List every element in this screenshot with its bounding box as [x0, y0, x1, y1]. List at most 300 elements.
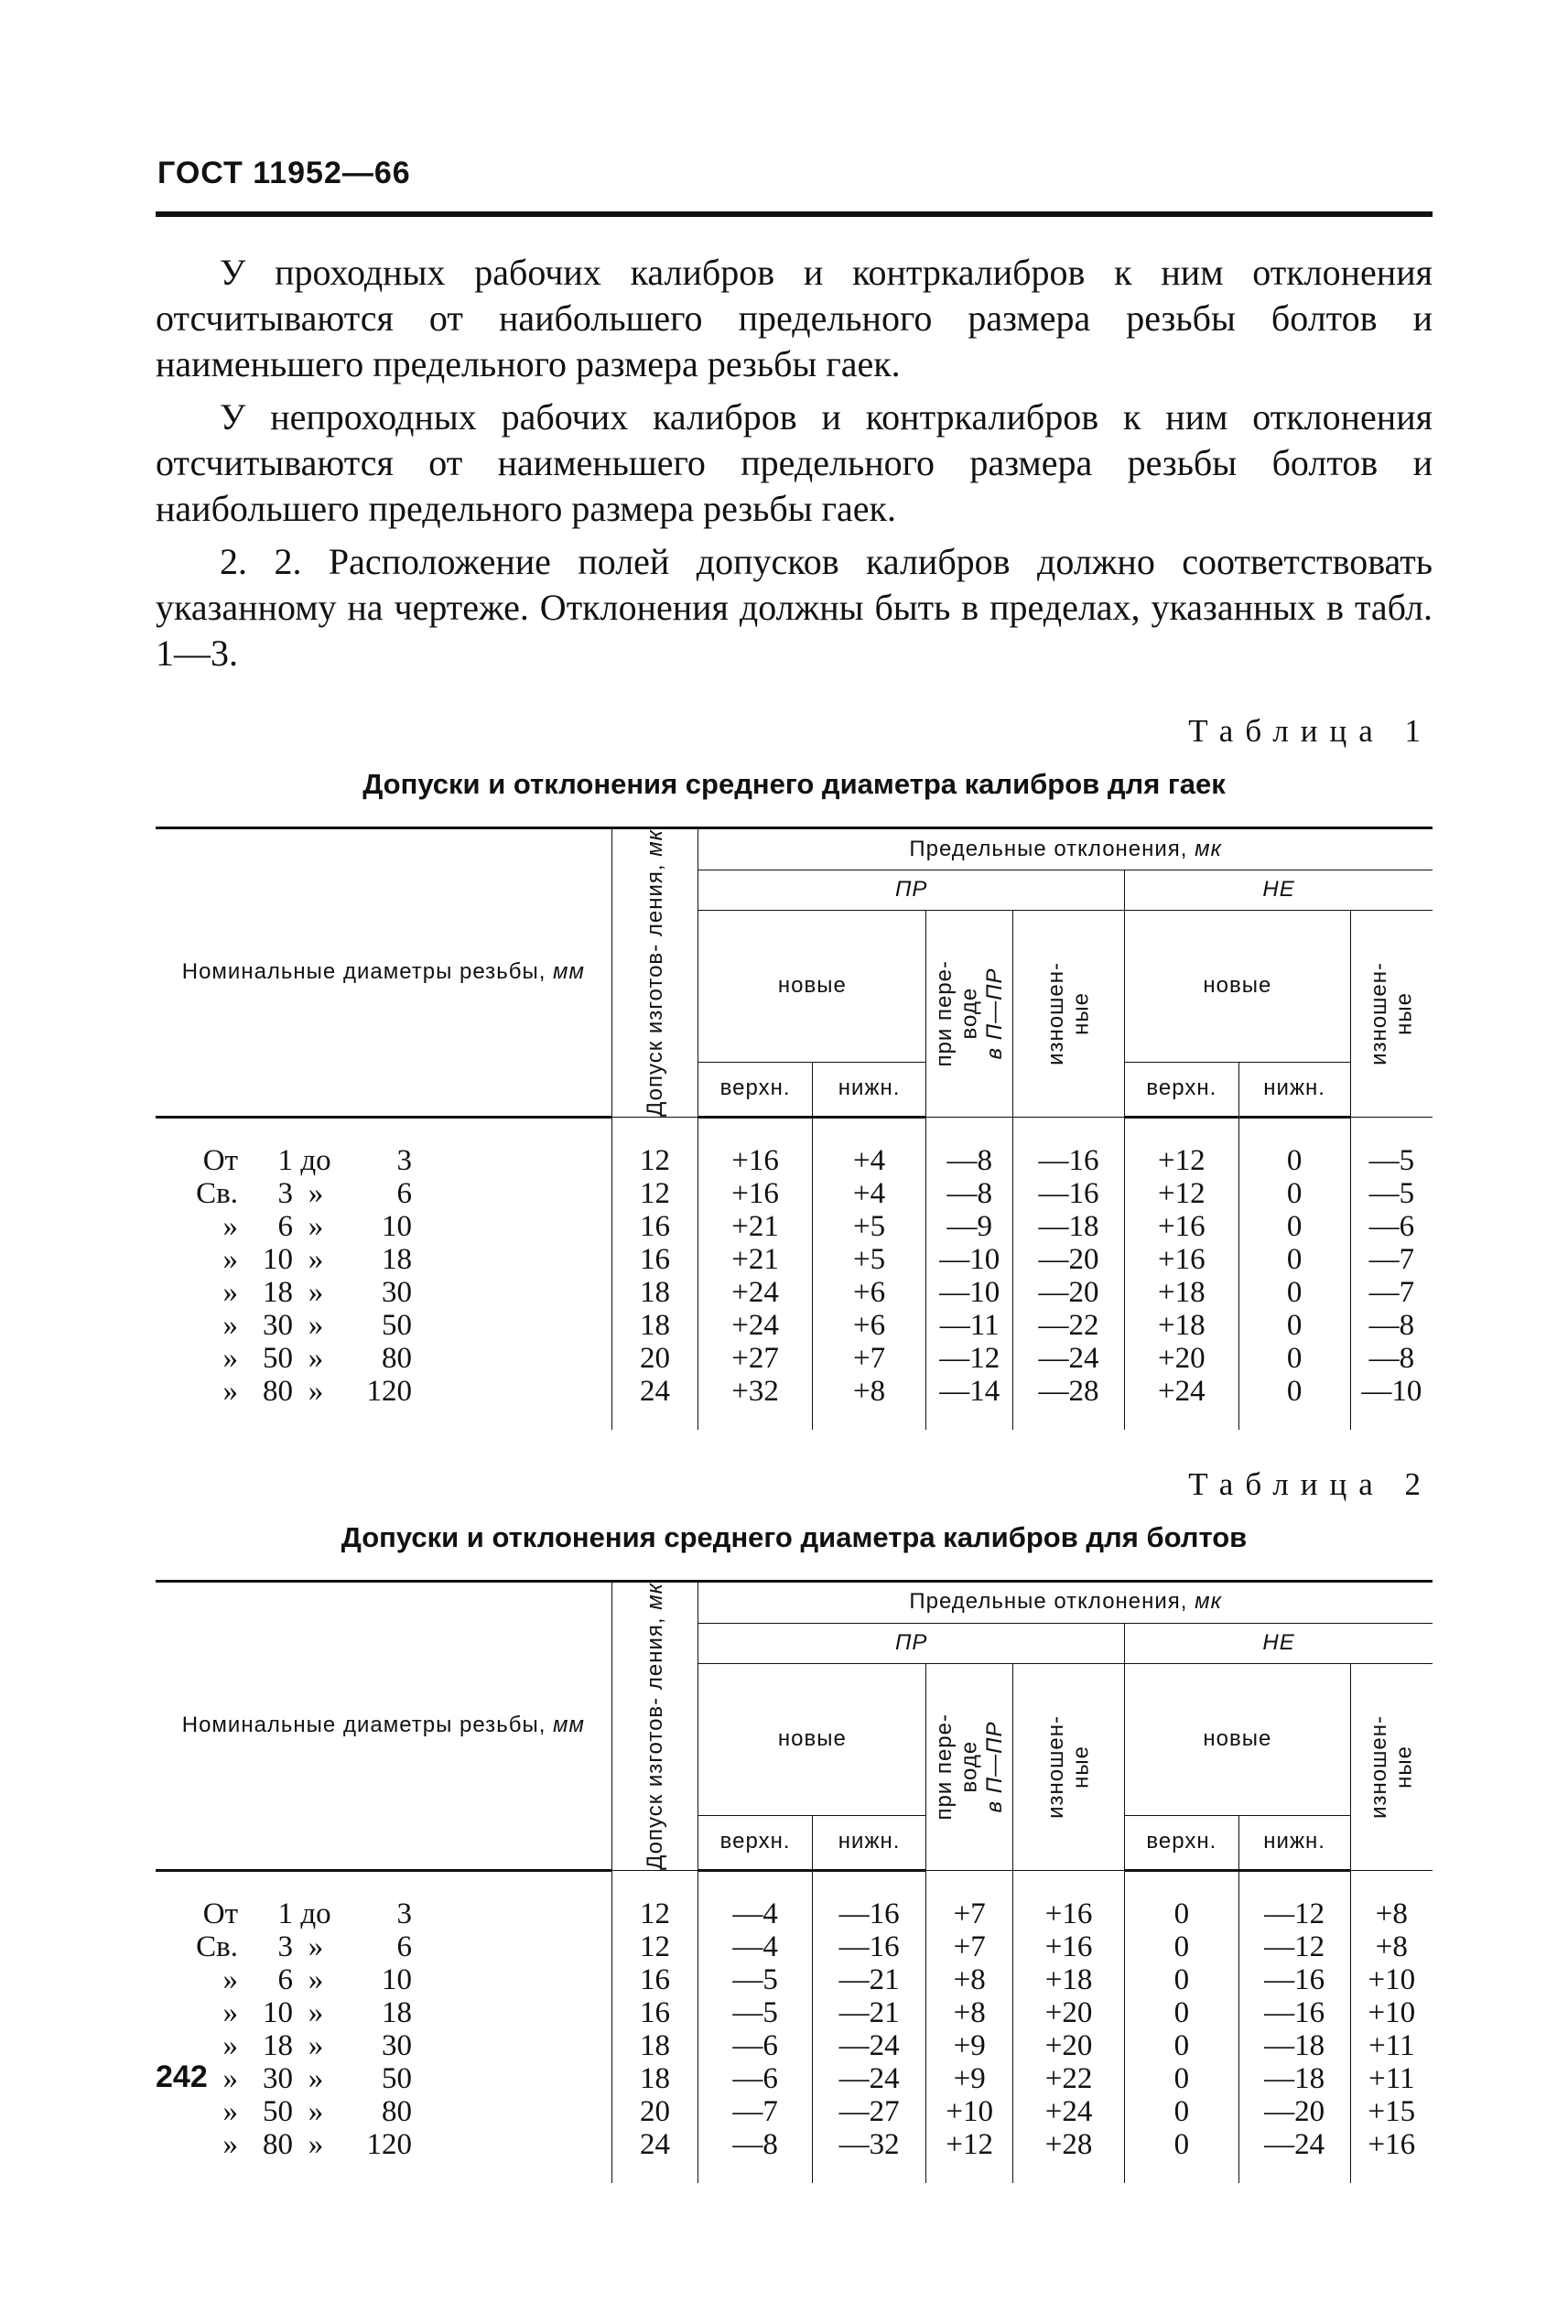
cell-ne-worn: +8 — [1350, 1897, 1433, 1930]
cell-pr-transfer: —10 — [926, 1243, 1013, 1276]
cell-nominal-range — [156, 2029, 611, 2062]
range-from: 18 — [263, 2028, 293, 2062]
range-to: 50 — [382, 2061, 412, 2095]
spacer-cell — [1350, 2161, 1433, 2183]
range-separator: » — [308, 1995, 324, 2029]
table-row — [156, 1930, 1433, 1963]
range-separator: » — [308, 2127, 324, 2161]
cell-ne-lower: —12 — [1238, 1897, 1350, 1930]
spacer-cell — [926, 2161, 1013, 2183]
spacer-cell — [1013, 1117, 1125, 1144]
cell-ne-worn: —8 — [1350, 1309, 1433, 1342]
table-row — [156, 1375, 1433, 1408]
cell-ne-lower: 0 — [1238, 1210, 1350, 1243]
cell-tolerance: 12 — [611, 1930, 698, 1963]
cell-ne-lower: —16 — [1238, 1963, 1350, 1996]
cell-ne-worn: +11 — [1350, 2062, 1433, 2095]
spacer-cell — [611, 1117, 698, 1144]
spacer-cell — [611, 2161, 698, 2183]
cell-nominal-range — [156, 1210, 611, 1243]
table-row — [156, 1897, 1433, 1930]
cell-pr-upper: +24 — [698, 1309, 813, 1342]
cell-nominal-range — [156, 2095, 611, 2128]
header-lower-pr: нижн. — [812, 1815, 926, 1870]
cell-ne-upper: 0 — [1125, 2128, 1239, 2161]
cell-ne-worn: —6 — [1350, 1210, 1433, 1243]
cell-pr-worn: +28 — [1013, 2128, 1125, 2161]
cell-nominal-range — [156, 1930, 611, 1963]
cell-pr-worn: +18 — [1013, 1963, 1125, 1996]
cell-nominal-range — [156, 1243, 611, 1276]
cell-ne-lower: —18 — [1238, 2062, 1350, 2095]
cell-pr-transfer: —9 — [926, 1210, 1013, 1243]
spacer-cell — [698, 1117, 813, 1144]
cell-ne-lower: 0 — [1238, 1276, 1350, 1309]
table-label: Таблица 1 — [1188, 713, 1433, 749]
range-to: 6 — [396, 1176, 412, 1210]
spacer-cell — [1125, 1408, 1239, 1430]
table-row — [156, 1144, 1433, 1177]
range-prefix: » — [222, 1275, 238, 1309]
cell-pr-upper: —4 — [698, 1930, 813, 1963]
cell-ne-upper: +18 — [1125, 1276, 1239, 1309]
cell-ne-lower: —12 — [1238, 1930, 1350, 1963]
cell-tolerance: 18 — [611, 2062, 698, 2095]
cell-pr-worn: +16 — [1013, 1897, 1125, 1930]
cell-ne-lower: —16 — [1238, 1996, 1350, 2029]
range-from: 3 — [277, 1929, 293, 1963]
cell-ne-lower: —24 — [1238, 2128, 1350, 2161]
cell-ne-worn: +15 — [1350, 2095, 1433, 2128]
spacer-cell — [698, 1870, 813, 1897]
cell-nominal-range — [156, 1342, 611, 1375]
cell-ne-upper: 0 — [1125, 1930, 1239, 1963]
cell-pr-lower: +4 — [812, 1177, 926, 1210]
range-prefix: Св. — [196, 1929, 238, 1963]
cell-pr-worn: +24 — [1013, 2095, 1125, 2128]
range-separator: » — [308, 1308, 324, 1342]
range-from: 30 — [263, 1308, 293, 1342]
range-separator: » — [308, 1242, 324, 1276]
cell-pr-worn: —16 — [1013, 1144, 1125, 1177]
cell-pr-upper: +32 — [698, 1375, 813, 1408]
table-row — [156, 1996, 1433, 2029]
cell-ne-upper: 0 — [1125, 1996, 1239, 2029]
header-transfer: при пере- воде в П—ПР — [926, 1663, 1013, 1870]
range-separator: до — [300, 1897, 331, 1930]
cell-pr-worn: —20 — [1013, 1276, 1125, 1309]
range-to: 6 — [396, 1929, 412, 1963]
range-prefix: » — [222, 1995, 238, 2029]
cell-ne-upper: +20 — [1125, 1342, 1239, 1375]
range-from: 6 — [277, 1962, 293, 1996]
paragraph: У проходных рабочих калибров и контркалибров к ним отклонения отсчитываются от наибольшего предельного размера резьбы болтов и наименьшего предельного размера резьбы гаек. — [156, 252, 1433, 384]
cell-pr-transfer: —8 — [926, 1144, 1013, 1177]
table-block-2 — [156, 1466, 1433, 2183]
cell-ne-upper: 0 — [1125, 1963, 1239, 1996]
spacer-cell — [1013, 2161, 1125, 2183]
cell-ne-lower: —18 — [1238, 2029, 1350, 2062]
cell-pr-upper: —6 — [698, 2062, 813, 2095]
range-prefix: » — [222, 2061, 238, 2095]
cell-ne-worn: —10 — [1350, 1375, 1433, 1408]
cell-pr-transfer: +7 — [926, 1897, 1013, 1930]
cell-ne-lower: 0 — [1238, 1243, 1350, 1276]
cell-pr-transfer: +12 — [926, 2128, 1013, 2161]
cell-tolerance: 20 — [611, 2095, 698, 2128]
cell-ne-lower: 0 — [1238, 1342, 1350, 1375]
cell-pr-upper: +24 — [698, 1276, 813, 1309]
document-header: ГОСТ 11952—66 — [157, 156, 411, 190]
cell-pr-transfer: +9 — [926, 2062, 1013, 2095]
header-worn-ne: изношен- ные — [1350, 911, 1433, 1118]
cell-tolerance: 20 — [611, 1342, 698, 1375]
range-from: 50 — [263, 1341, 293, 1375]
table-row — [156, 1963, 1433, 1996]
cell-ne-worn: +10 — [1350, 1996, 1433, 2029]
range-from: 1 — [277, 1143, 293, 1177]
cell-pr-upper: +16 — [698, 1144, 813, 1177]
range-separator: » — [308, 1275, 324, 1309]
header-rule — [156, 211, 1433, 217]
spacer-cell — [156, 1117, 611, 1144]
spacer-cell — [1013, 1870, 1125, 1897]
cell-ne-upper: 0 — [1125, 2062, 1239, 2095]
cell-ne-upper: +16 — [1125, 1243, 1239, 1276]
cell-ne-upper: +12 — [1125, 1144, 1239, 1177]
range-separator: » — [308, 1962, 324, 1996]
cell-tolerance: 16 — [611, 1243, 698, 1276]
cell-pr-worn: —18 — [1013, 1210, 1125, 1243]
spacer-cell — [926, 1117, 1013, 1144]
spacer-cell — [1125, 1117, 1239, 1144]
range-separator: » — [308, 2028, 324, 2062]
table-row — [156, 2095, 1433, 2128]
spacer-cell — [156, 2161, 611, 2183]
cell-pr-lower: —21 — [812, 1996, 926, 2029]
cell-tolerance: 18 — [611, 1276, 698, 1309]
header-nominal-diameter: Номинальные диаметры резьбы, мм — [156, 1581, 611, 1870]
cell-ne-lower: 0 — [1238, 1144, 1350, 1177]
cell-pr-worn: —24 — [1013, 1342, 1125, 1375]
cell-ne-upper: +12 — [1125, 1177, 1239, 1210]
range-from: 80 — [263, 2127, 293, 2161]
header-ne: НЕ — [1125, 1623, 1433, 1663]
header-upper-ne: верхн. — [1125, 1815, 1239, 1870]
range-prefix: От — [202, 1143, 238, 1177]
cell-ne-worn: +16 — [1350, 2128, 1433, 2161]
range-to: 3 — [396, 1897, 412, 1930]
cell-pr-lower: +5 — [812, 1243, 926, 1276]
header-tolerance: Допуск изготов- ления, мк — [611, 828, 698, 1118]
spacer-cell — [812, 1870, 926, 1897]
cell-pr-worn: —20 — [1013, 1243, 1125, 1276]
cell-pr-transfer: +9 — [926, 2029, 1013, 2062]
cell-pr-upper: —5 — [698, 1963, 813, 1996]
cell-ne-worn: —5 — [1350, 1177, 1433, 1210]
cell-ne-upper: +24 — [1125, 1375, 1239, 1408]
spacer-cell — [156, 1870, 611, 1897]
range-to: 50 — [382, 1308, 412, 1342]
cell-nominal-range — [156, 1177, 611, 1210]
range-to: 30 — [382, 1275, 412, 1309]
cell-pr-lower: —21 — [812, 1963, 926, 1996]
cell-ne-upper: 0 — [1125, 2095, 1239, 2128]
cell-tolerance: 18 — [611, 1309, 698, 1342]
cell-pr-transfer: +8 — [926, 1996, 1013, 2029]
table-row — [156, 2029, 1433, 2062]
header-new-pr: новые — [698, 1663, 926, 1815]
spacer-cell — [1350, 1117, 1433, 1144]
cell-ne-lower: —20 — [1238, 2095, 1350, 2128]
table-row — [156, 1243, 1433, 1276]
cell-pr-lower: +4 — [812, 1144, 926, 1177]
range-to: 10 — [382, 1209, 412, 1243]
cell-pr-lower: +8 — [812, 1375, 926, 1408]
header-worn-pr: изношен- ные — [1013, 1663, 1125, 1870]
spacer-cell — [1350, 1870, 1433, 1897]
range-to: 10 — [382, 1962, 412, 1996]
cell-nominal-range — [156, 1144, 611, 1177]
range-to: 18 — [382, 1995, 412, 2029]
cell-pr-worn: —16 — [1013, 1177, 1125, 1210]
cell-nominal-range — [156, 1963, 611, 1996]
cell-tolerance: 16 — [611, 1210, 698, 1243]
range-prefix: От — [202, 1897, 238, 1930]
cell-nominal-range — [156, 2128, 611, 2161]
spacer-cell — [1238, 1117, 1350, 1144]
cell-pr-upper: +27 — [698, 1342, 813, 1375]
range-prefix: » — [222, 1962, 238, 1996]
range-prefix: » — [222, 1374, 238, 1408]
cell-nominal-range — [156, 2062, 611, 2095]
spacer-cell — [611, 1870, 698, 1897]
range-prefix: » — [222, 1209, 238, 1243]
cell-tolerance: 24 — [611, 2128, 698, 2161]
range-prefix: » — [222, 2094, 238, 2128]
range-to: 120 — [366, 2127, 412, 2161]
table-block-1 — [156, 713, 1433, 1430]
cell-pr-transfer: —10 — [926, 1276, 1013, 1309]
cell-pr-lower: —24 — [812, 2062, 926, 2095]
table-row — [156, 1309, 1433, 1342]
cell-ne-worn: +8 — [1350, 1930, 1433, 1963]
cell-pr-upper: —4 — [698, 1897, 813, 1930]
header-pr: ПР — [698, 1623, 1125, 1663]
cell-tolerance: 12 — [611, 1897, 698, 1930]
table-row — [156, 1342, 1433, 1375]
cell-pr-lower: +5 — [812, 1210, 926, 1243]
spacer-cell — [698, 1408, 813, 1430]
range-to: 18 — [382, 1242, 412, 1276]
cell-pr-upper: +16 — [698, 1177, 813, 1210]
range-from: 18 — [263, 1275, 293, 1309]
spacer-cell — [812, 2161, 926, 2183]
header-limit-deviations: Предельные отклонения, мк — [698, 828, 1433, 870]
cell-pr-worn: —22 — [1013, 1309, 1125, 1342]
cell-pr-transfer: —12 — [926, 1342, 1013, 1375]
spacer-cell — [926, 1870, 1013, 1897]
paragraph: 2. 2. Расположение полей допусков калибров должно соответствовать указанному на чертеже. Отклонения должны быть в пределах, указанных в табл. 1—3. — [156, 541, 1433, 674]
spacer-cell — [1125, 1870, 1239, 1897]
range-separator: » — [308, 1176, 324, 1210]
header-ne: НЕ — [1125, 870, 1433, 911]
spacer-cell — [926, 1408, 1013, 1430]
header-new-ne: новые — [1125, 1663, 1351, 1815]
range-to: 80 — [382, 1341, 412, 1375]
header-new-ne: новые — [1125, 911, 1351, 1063]
spacer-cell — [1350, 1408, 1433, 1430]
range-prefix: Св. — [196, 1176, 238, 1210]
spacer-cell — [611, 1408, 698, 1430]
cell-ne-upper: 0 — [1125, 2029, 1239, 2062]
cell-pr-worn: +22 — [1013, 2062, 1125, 2095]
spacer-cell — [812, 1117, 926, 1144]
range-separator: » — [308, 1209, 324, 1243]
range-separator: до — [300, 1143, 331, 1177]
cell-pr-worn: +20 — [1013, 1996, 1125, 2029]
cell-pr-lower: —16 — [812, 1897, 926, 1930]
range-to: 30 — [382, 2028, 412, 2062]
header-lower-ne: нижн. — [1238, 1815, 1350, 1870]
cell-pr-lower: +6 — [812, 1276, 926, 1309]
cell-pr-upper: —6 — [698, 2029, 813, 2062]
cell-tolerance: 12 — [611, 1144, 698, 1177]
cell-ne-upper: 0 — [1125, 1897, 1239, 1930]
spacer-cell — [1238, 1408, 1350, 1430]
table-title: Допуски и отклонения среднего диаметра калибров для гаек — [362, 768, 1226, 800]
cell-nominal-range — [156, 1309, 611, 1342]
header-lower-ne: нижн. — [1238, 1062, 1350, 1117]
header-limit-deviations: Предельные отклонения, мк — [698, 1581, 1433, 1623]
table-row — [156, 2128, 1433, 2161]
spacer-cell — [1238, 1870, 1350, 1897]
cell-ne-lower: 0 — [1238, 1177, 1350, 1210]
header-nominal-diameter: Номинальные диаметры резьбы, мм — [156, 828, 611, 1118]
table-row — [156, 1276, 1433, 1309]
range-separator: » — [308, 1929, 324, 1963]
spacer-cell — [156, 1408, 611, 1430]
cell-nominal-range — [156, 1897, 611, 1930]
cell-tolerance: 12 — [611, 1177, 698, 1210]
cell-pr-upper: —5 — [698, 1996, 813, 2029]
cell-ne-worn: —7 — [1350, 1276, 1433, 1309]
cell-pr-worn: —28 — [1013, 1375, 1125, 1408]
range-from: 10 — [263, 1242, 293, 1276]
spacer-cell — [1125, 2161, 1239, 2183]
range-from: 50 — [263, 2094, 293, 2128]
cell-tolerance: 16 — [611, 1996, 698, 2029]
table-row — [156, 1177, 1433, 1210]
range-to: 3 — [396, 1143, 412, 1177]
cell-pr-transfer: +10 — [926, 2095, 1013, 2128]
cell-nominal-range — [156, 1276, 611, 1309]
cell-pr-transfer: +8 — [926, 1963, 1013, 1996]
cell-tolerance: 24 — [611, 1375, 698, 1408]
cell-nominal-range — [156, 1375, 611, 1408]
cell-ne-upper: +18 — [1125, 1309, 1239, 1342]
cell-pr-lower: —27 — [812, 2095, 926, 2128]
data-table — [156, 827, 1433, 1430]
cell-pr-transfer: —8 — [926, 1177, 1013, 1210]
cell-tolerance: 18 — [611, 2029, 698, 2062]
spacer-cell — [1013, 1408, 1125, 1430]
range-to: 80 — [382, 2094, 412, 2128]
header-new-pr: новые — [698, 911, 926, 1063]
header-worn-ne: изношен- ные — [1350, 1663, 1433, 1870]
range-prefix: » — [222, 1242, 238, 1276]
range-separator: » — [308, 1341, 324, 1375]
cell-nominal-range — [156, 1996, 611, 2029]
data-table — [156, 1580, 1433, 2183]
document-page — [156, 156, 1433, 2183]
range-separator: » — [308, 2061, 324, 2095]
cell-ne-lower: 0 — [1238, 1375, 1350, 1408]
cell-pr-worn: +20 — [1013, 2029, 1125, 2062]
cell-pr-transfer: —11 — [926, 1309, 1013, 1342]
table-title: Допуски и отклонения среднего диаметра калибров для болтов — [341, 1520, 1248, 1553]
cell-ne-worn: +11 — [1350, 2029, 1433, 2062]
header-upper-ne: верхн. — [1125, 1062, 1239, 1117]
cell-ne-upper: +16 — [1125, 1210, 1239, 1243]
range-from: 30 — [263, 2061, 293, 2095]
cell-pr-lower: —24 — [812, 2029, 926, 2062]
range-separator: » — [308, 2094, 324, 2128]
cell-ne-worn: —8 — [1350, 1342, 1433, 1375]
cell-ne-worn: —7 — [1350, 1243, 1433, 1276]
header-transfer: при пере- воде в П—ПР — [926, 911, 1013, 1118]
table-row — [156, 1210, 1433, 1243]
range-from: 6 — [277, 1209, 293, 1243]
cell-pr-worn: +16 — [1013, 1930, 1125, 1963]
spacer-cell — [698, 2161, 813, 2183]
cell-pr-lower: +7 — [812, 1342, 926, 1375]
cell-pr-upper: —7 — [698, 2095, 813, 2128]
range-from: 80 — [263, 1374, 293, 1408]
spacer-cell — [1238, 2161, 1350, 2183]
paragraph: У непроходных рабочих калибров и контркалибров к ним отклонения отсчитываются от наименьшего предельного размера резьбы болтов и наибольшего предельного размера резьбы гаек. — [156, 396, 1433, 529]
page-number: 242 — [156, 2059, 208, 2094]
cell-ne-lower: 0 — [1238, 1309, 1350, 1342]
header-upper-pr: верхн. — [698, 1815, 813, 1870]
range-separator: » — [308, 1374, 324, 1408]
range-prefix: » — [222, 2127, 238, 2161]
range-from: 1 — [277, 1897, 293, 1930]
table-label: Таблица 2 — [1188, 1465, 1433, 1502]
cell-tolerance: 16 — [611, 1963, 698, 1996]
range-prefix: » — [222, 2028, 238, 2062]
cell-pr-lower: —16 — [812, 1930, 926, 1963]
cell-ne-worn: +10 — [1350, 1963, 1433, 1996]
cell-pr-upper: +21 — [698, 1243, 813, 1276]
cell-pr-lower: —32 — [812, 2128, 926, 2161]
cell-pr-transfer: +7 — [926, 1930, 1013, 1963]
cell-pr-lower: +6 — [812, 1309, 926, 1342]
header-tolerance: Допуск изготов- ления, мк — [611, 1581, 698, 1870]
range-prefix: » — [222, 1308, 238, 1342]
header-lower-pr: нижн. — [812, 1062, 926, 1117]
range-from: 10 — [263, 1995, 293, 2029]
table-row — [156, 2062, 1433, 2095]
cell-pr-upper: +21 — [698, 1210, 813, 1243]
range-prefix: » — [222, 1341, 238, 1375]
cell-pr-upper: —8 — [698, 2128, 813, 2161]
header-pr: ПР — [698, 870, 1125, 911]
range-from: 3 — [277, 1176, 293, 1210]
cell-pr-transfer: —14 — [926, 1375, 1013, 1408]
spacer-cell — [812, 1408, 926, 1430]
header-worn-pr: изношен- ные — [1013, 911, 1125, 1118]
